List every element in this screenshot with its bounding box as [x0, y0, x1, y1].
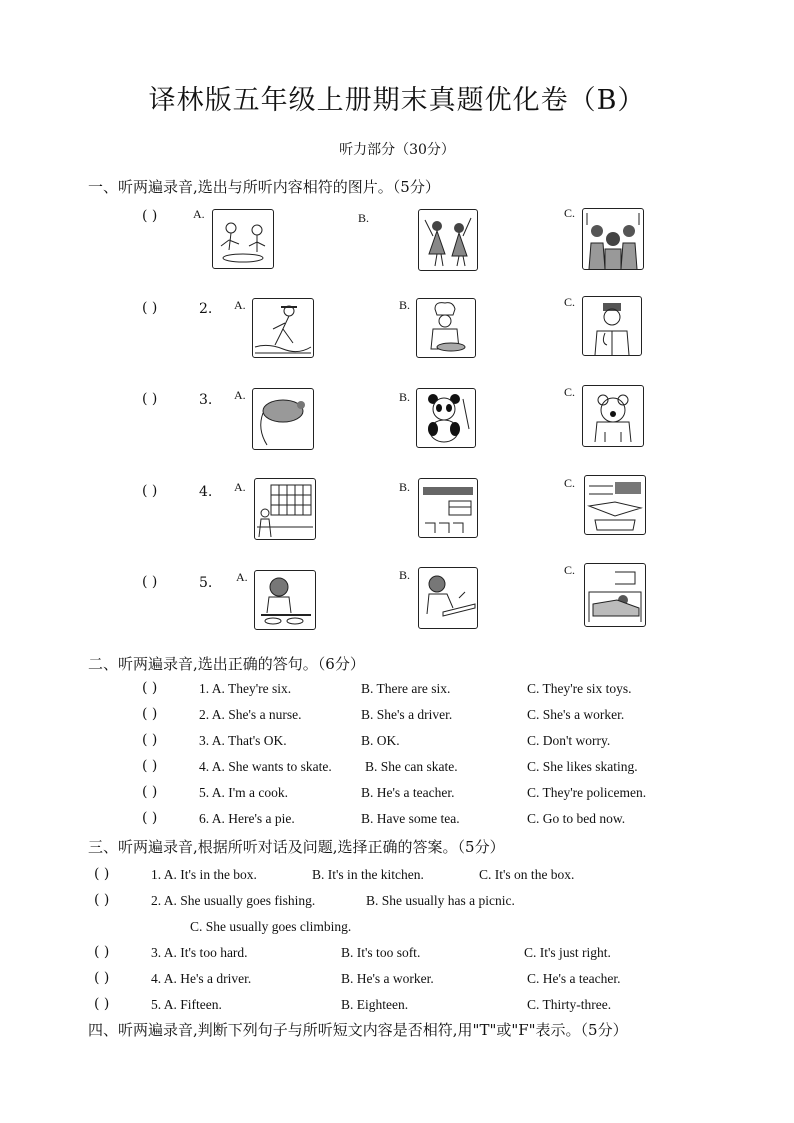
doctor-picture[interactable] — [582, 296, 642, 356]
option-b: B. She can skate. — [365, 759, 458, 774]
option-c: C. Don't worry. — [527, 733, 611, 748]
option-a: 2. A. She's a nurse. — [199, 707, 302, 722]
option-b: B. He's a worker. — [341, 971, 434, 986]
option-c: C. She likes skating. — [527, 759, 638, 774]
option-a: 3. A. It's too hard. — [151, 945, 248, 960]
girl-drawing-picture[interactable] — [418, 567, 478, 629]
option-b: B. She's a driver. — [361, 707, 453, 722]
answer-blank[interactable]: ( ) — [94, 970, 110, 986]
option-a: 6. A. Here's a pie. — [199, 811, 295, 826]
option-a: 1. A. They're six. — [199, 681, 292, 696]
bear-picture[interactable] — [582, 385, 644, 447]
answer-blank[interactable]: ( ) — [94, 866, 110, 882]
option-b: B. Have some tea. — [361, 811, 460, 826]
answer-blank[interactable]: ( ) — [142, 784, 158, 800]
answer-blank[interactable]: ( ) — [142, 732, 158, 748]
option-b: B. She usually has a picnic. — [366, 893, 515, 908]
option-a-label: A. — [234, 388, 246, 402]
part3-heading: 三、听两遍录音,根据所听对话及问题,选择正确的答案。（5分） — [88, 838, 505, 856]
answer-blank[interactable]: ( ) — [142, 680, 158, 696]
option-c: C. It's on the box. — [479, 867, 575, 882]
option-c: C. They're policemen. — [527, 785, 647, 800]
option-c: C. He's a teacher. — [527, 971, 621, 986]
answer-blank[interactable]: ( ) — [142, 300, 158, 316]
option-a: 5. A. I'm a cook. — [199, 785, 289, 800]
option-a-label: A. — [236, 570, 248, 584]
children-playing-picture[interactable] — [212, 209, 274, 269]
girls-dancing-picture[interactable] — [418, 209, 478, 271]
option-c-label: C. — [564, 476, 576, 490]
option-b: B. OK. — [361, 733, 400, 748]
mouse-picture[interactable] — [252, 388, 314, 450]
option-a-label: A. — [234, 480, 246, 494]
option-a: 2. A. She usually goes fishing. — [151, 893, 316, 908]
answer-blank[interactable]: ( ) — [142, 391, 158, 407]
answer-blank[interactable]: ( ) — [142, 574, 158, 590]
answer-blank[interactable]: ( ) — [94, 892, 110, 908]
option-a: 1. A. It's in the box. — [151, 867, 257, 882]
question-number: 3. — [199, 392, 213, 408]
option-c: C. She usually goes climbing. — [190, 919, 352, 934]
boy-sleeping-picture[interactable] — [584, 563, 646, 627]
option-c: C. It's just right. — [524, 945, 611, 960]
question-number: 4. — [199, 484, 213, 500]
option-b-label: B. — [399, 390, 411, 404]
part1-heading: 一、听两遍录音,选出与所听内容相符的图片。（5分） — [88, 178, 440, 196]
answer-blank[interactable]: ( ) — [142, 706, 158, 722]
option-c-label: C. — [564, 295, 576, 309]
option-a-label: A. — [193, 207, 205, 221]
page-subtitle: 听力部分（30分） — [339, 142, 455, 158]
option-c: C. She's a worker. — [527, 707, 625, 722]
option-b: B. There are six. — [361, 681, 451, 696]
classroom-picture[interactable] — [584, 475, 646, 535]
part2-heading: 二、听两遍录音,选出正确的答句。（6分） — [88, 655, 365, 673]
music-room-picture[interactable] — [418, 478, 478, 538]
answer-blank[interactable]: ( ) — [94, 944, 110, 960]
page-title: 译林版五年级上册期末真题优化卷（B） — [148, 85, 646, 116]
option-a-label: A. — [234, 298, 246, 312]
question-number: 5. — [199, 575, 213, 591]
option-b: B. He's a teacher. — [361, 785, 455, 800]
panda-picture[interactable] — [416, 388, 476, 448]
option-c-label: C. — [564, 385, 576, 399]
answer-blank[interactable]: ( ) — [142, 208, 158, 224]
cook-picture[interactable] — [416, 298, 476, 358]
crowd-picture[interactable] — [582, 208, 644, 270]
answer-blank[interactable]: ( ) — [142, 810, 158, 826]
option-a: 4. A. She wants to skate. — [199, 759, 332, 774]
answer-blank[interactable]: ( ) — [142, 758, 158, 774]
question-number: 2. — [199, 301, 213, 317]
option-b-label: B. — [399, 568, 411, 582]
option-b-label: B. — [358, 211, 370, 225]
option-c: C. Thirty-three. — [527, 997, 612, 1012]
farmer-picture[interactable] — [252, 298, 314, 358]
option-a: 4. A. He's a driver. — [151, 971, 252, 986]
option-c: C. Go to bed now. — [527, 811, 626, 826]
option-c-label: C. — [564, 563, 576, 577]
option-a: 5. A. Fifteen. — [151, 997, 222, 1012]
part4-heading: 四、听两遍录音,判断下列句子与所听短文内容是否相符,用"T"或"F"表示。（5分） — [88, 1021, 628, 1039]
option-b: B. It's in the kitchen. — [312, 867, 424, 882]
option-b: B. Eighteen. — [341, 997, 409, 1012]
option-b: B. It's too soft. — [341, 945, 421, 960]
option-b-label: B. — [399, 298, 411, 312]
option-b-label: B. — [399, 480, 411, 494]
girl-eating-picture[interactable] — [254, 570, 316, 630]
answer-blank[interactable]: ( ) — [94, 996, 110, 1012]
option-c: C. They're six toys. — [527, 681, 632, 696]
library-picture[interactable] — [254, 478, 316, 540]
answer-blank[interactable]: ( ) — [142, 483, 158, 499]
option-a: 3. A. That's OK. — [199, 733, 287, 748]
option-c-label: C. — [564, 206, 576, 220]
